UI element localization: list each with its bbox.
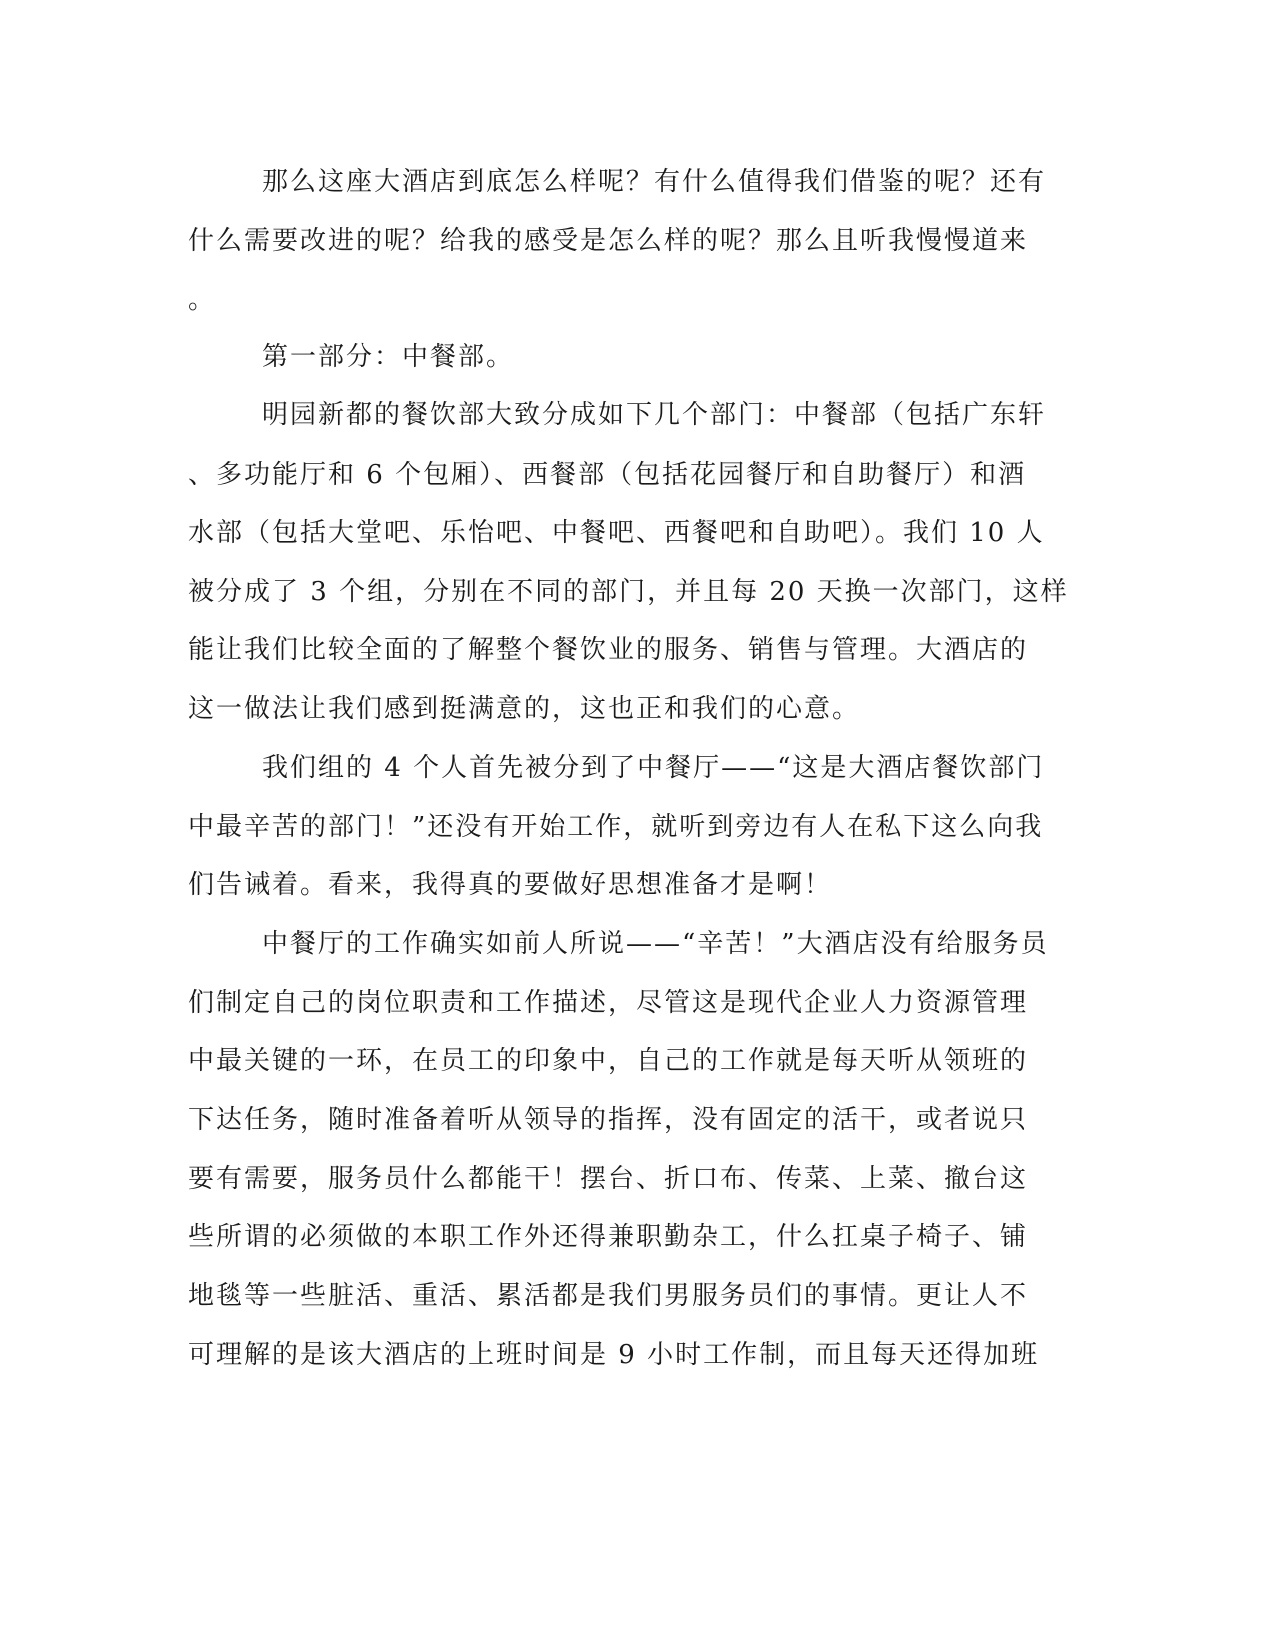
paragraph-5-line-6: 些所谓的必须做的本职工作外还得兼职勤杂工，什么扛桌子椅子、铺 [188, 1222, 1029, 1252]
paragraph-5-line-5: 要有需要，服务员什么都能干！摆台、折口布、传菜、上菜、撤台这 [188, 1164, 1029, 1194]
paragraph-1-line-1: 那么这座大酒店到底怎么样呢？有什么值得我们借鉴的呢？还有 [262, 167, 1047, 197]
paragraph-5-line-2: 们制定自己的岗位职责和工作描述，尽管这是现代企业人力资源管理 [188, 988, 1029, 1018]
paragraph-3-line-5: 能让我们比较全面的了解整个餐饮业的服务、销售与管理。大酒店的 [188, 635, 1029, 665]
paragraph-4-line-2: 中最辛苦的部门！”还没有开始工作，就听到旁边有人在私下这么向我 [188, 812, 1044, 842]
paragraph-4-line-3: 们告诫着。看来，我得真的要做好思想准备才是啊！ [188, 870, 833, 900]
paragraph-3-line-6: 这一做法让我们感到挺满意的，这也正和我们的心意。 [188, 694, 861, 724]
paragraph-3-line-2: 、多功能厅和 6 个包厢）、西餐部（包括花园餐厅和自助餐厅）和酒 [188, 460, 1027, 490]
paragraph-4-line-1: 我们组的 4 个人首先被分到了中餐厅——“这是大酒店餐饮部门 [262, 753, 1045, 783]
paragraph-5-line-7: 地毯等一些脏活、重活、累活都是我们男服务员们的事情。更让人不 [188, 1281, 1029, 1311]
paragraph-3-line-4: 被分成了 3 个组，分别在不同的部门，并且每 20 天换一次部门，这样 [188, 577, 1069, 607]
paragraph-5-line-4: 下达任务，随时准备着听从领导的指挥，没有固定的活干，或者说只 [188, 1105, 1029, 1135]
paragraph-3-line-1: 明园新都的餐饮部大致分成如下几个部门：中餐部（包括广东轩 [262, 400, 1047, 430]
section-heading: 第一部分：中餐部。 [262, 342, 515, 372]
paragraph-3-line-3: 水部（包括大堂吧、乐怡吧、中餐吧、西餐吧和自助吧）。我们 10 人 [188, 518, 1045, 548]
paragraph-5-line-1: 中餐厅的工作确实如前人所说——“辛苦！”大酒店没有给服务员 [262, 929, 1049, 959]
paragraph-5-line-8: 可理解的是该大酒店的上班时间是 9 小时工作制，而且每天还得加班 [188, 1340, 1040, 1370]
paragraph-5-line-3: 中最关键的一环，在员工的印象中，自己的工作就是每天听从领班的 [188, 1046, 1029, 1076]
paragraph-1-line-3: 。 [188, 285, 217, 315]
paragraph-1-line-2: 什么需要改进的呢？给我的感受是怎么样的呢？那么且听我慢慢道来 [188, 226, 1029, 256]
